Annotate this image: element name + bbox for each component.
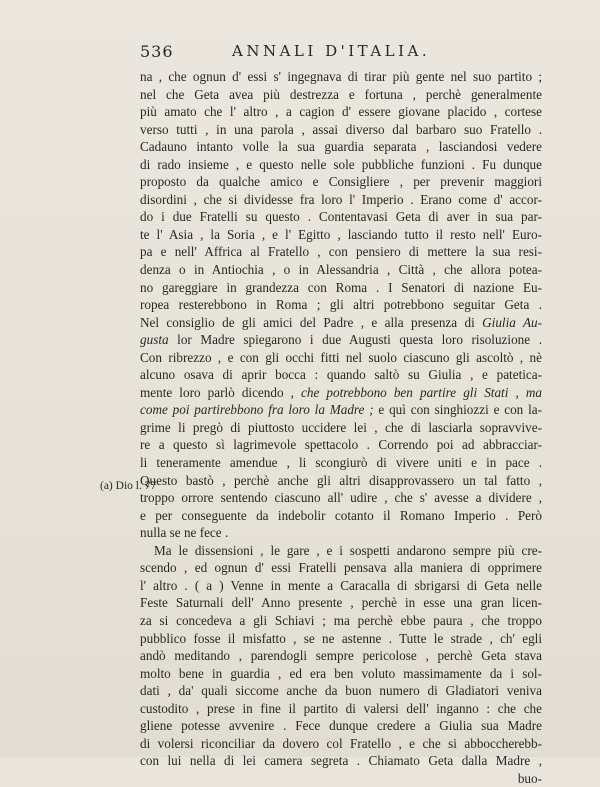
text-line (140, 296, 542, 314)
text-run: custodito , prese in fine il partito di valersi dell' inganno : che che (140, 700, 542, 716)
text-run: mente loro parlò dicendo , (140, 384, 302, 400)
text-line (140, 366, 542, 384)
text-line (140, 261, 542, 279)
text-run: andò meditando , parendogli sempre pericolose , perchè Geta stava (140, 648, 542, 664)
text-run: Con ribrezzo , e con gli occhi fitti nel suolo ciascuno gli ascoltò , nè (140, 349, 542, 365)
text-line (140, 507, 542, 525)
text-run: con lui nella di lei camera segreta . Chiamato Geta dalla Madre , (140, 753, 542, 769)
text-line (140, 700, 542, 718)
text-line (140, 349, 542, 367)
text-line (140, 279, 542, 297)
text-run: Ma le dissensioni , le gare , e i sospetti andarono sempre più cre- (154, 542, 542, 558)
text-line (140, 401, 542, 419)
text-line (140, 191, 542, 209)
text-line (140, 68, 542, 86)
text-run: pa e nell' Affrica al Fratello , con pensiero di mettere la sua resi- (140, 244, 542, 260)
text-run: na , che ognun d' essi s' ingegnava di tirar più gente nel suo partito ; (140, 69, 542, 84)
text-line (140, 243, 542, 261)
text-run: e quì con singhiozzi e con la- (373, 402, 542, 418)
text-line (140, 156, 542, 174)
text-line (140, 717, 542, 735)
text-run: molto bene in guardia , ed era ben voluto massimamente da i sol- (140, 665, 542, 681)
text-line (140, 542, 542, 560)
text-line (140, 770, 542, 787)
text-line (140, 665, 542, 683)
text-line (140, 559, 542, 577)
italic-run: Giulia Au- (482, 314, 542, 330)
page-number: 536 (140, 42, 174, 61)
italic-run: come poi partirebbono fra loro la Madre ; (140, 402, 374, 418)
text-run: grime li pregò di piuttosto uccidere lei , che di lasciarla sopravvive- (140, 419, 542, 435)
text-run: te l' Asia , la Soria , e l' Egitto , lasciando tutto il resto nell' Euro- (140, 226, 542, 242)
text-line (140, 121, 542, 139)
text-run: proposto da qualche amico e Consigliere , per prevenir maggiori (140, 174, 542, 190)
text-run: Feste Saturnali dell' Anno presente , perchè in esse una gran licen- (140, 595, 542, 611)
text-run: buo- (517, 770, 542, 786)
text-run: e per conseguente da indebolir cotanto il Romano Imperio . Però (140, 507, 542, 523)
running-title: ANNALI D'ITALIA. (232, 42, 431, 60)
text-run: do i due Fratelli su questo . Contentavasi Geta di aver in sua par- (140, 209, 542, 225)
text-run: dati , da' quali siccome anche da buon numero di Gladiatori veniva (140, 683, 542, 699)
text-run: ropea resterebbono in Roma ; gli altri potrebbono seguitar Geta . (140, 297, 542, 313)
text-run: nel che Geta avea più destrezza e fortuna , perchè generalmente (140, 86, 542, 102)
text-line (140, 594, 542, 612)
text-line (140, 208, 542, 226)
text-line (140, 226, 542, 244)
text-run: Nel consiglio de gli amici del Padre , e alla presenza di (140, 314, 483, 330)
text-line (140, 331, 542, 349)
italic-run: che potrebbono ben partire gli Stati , ma (301, 384, 542, 400)
body-text (140, 68, 542, 787)
italic-run: gusta (140, 332, 169, 348)
text-line (140, 612, 542, 630)
text-line (140, 577, 542, 595)
margin-citation: (a) Dio l. 77 (100, 480, 157, 492)
text-line (140, 419, 542, 437)
text-run: re a questo sì lagrimevole spettacolo . Correndo poi ad abbracciar- (140, 437, 542, 453)
text-line (140, 682, 542, 700)
text-run: alcuno osava di aprir bocca : quando saltò su Giulia , e pateticа- (140, 367, 542, 383)
text-line (140, 472, 542, 490)
text-run: l' altro . ( a ) Venne in mente a Caracalla di sbrigarsi di Geta nelle (140, 577, 542, 593)
text-line (140, 735, 542, 753)
text-run: scendo , ed ognun d' essi Fratelli pensava alla maniera di opprimere (140, 560, 542, 576)
text-run: troppo orrore sentendo ciascuno all' udire , che s' avesse a dividere , (140, 490, 542, 506)
text-line (140, 86, 542, 104)
text-line (140, 524, 542, 542)
text-line (140, 630, 542, 648)
text-run: pubblico fosse il misfatto , se ne astenne . Tutte le strade , ch' egli (140, 630, 542, 646)
page-header (140, 42, 540, 64)
text-run: disordini , che si dividesse fra loro l' Imperio . Erano come d' accor- (140, 191, 542, 207)
text-line (140, 489, 542, 507)
text-line (140, 103, 542, 121)
text-run: Questo bastò , perchè anche gli altri disapprovassero un tal fatto , (140, 472, 542, 488)
text-run: di rado insieme , e questo nelle sole pubbliche funzioni . Fu dunque (140, 156, 542, 172)
text-run: gliene potesse avvenire . Fece dunque credere a Giulia sua Madre (140, 718, 542, 734)
text-run: lor Madre spiegarono i due Augusti questa loro risoluzione . (168, 332, 542, 348)
text-run: più amato che l' altro , a cagion d' essere giovane placido , cortese (140, 104, 542, 120)
text-run: di volersi riconciliar da dovero col Fratello , e che si abboccherebb- (140, 735, 542, 751)
text-line (140, 173, 542, 191)
text-run: no gareggiare in grandezza con Roma . I Senatori di nazione Eu- (140, 279, 542, 295)
text-run: za si concedeva a gli Schiavi ; ma perchè ebbe paura , che troppo (140, 612, 542, 628)
text-line (140, 752, 542, 770)
text-run: verso tutti , in una parola , assai diverso dal barbaro suo Fratello . (140, 121, 542, 137)
text-line (140, 454, 542, 472)
text-run: nulla se ne fece . (140, 525, 229, 541)
text-run: denza o in Antiochia , o in Alessandria , Città , che allora potea- (140, 262, 542, 278)
text-run: Cadauno intanto volle la sua guardia separata , lasciandosi vedere (140, 139, 542, 155)
text-line (140, 384, 542, 402)
text-line (140, 138, 542, 156)
text-line (140, 436, 542, 454)
text-line (140, 314, 542, 332)
text-run: li teneramente amendue , li scongiurò di vivere uniti e in pace . (140, 455, 542, 471)
text-line (140, 647, 542, 665)
